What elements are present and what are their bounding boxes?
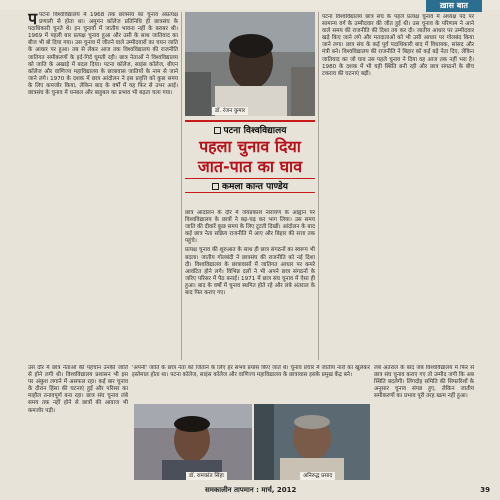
byline-text: कमला कान्त पाण्डेय [222,182,288,192]
bottom-middle-paragraph: 'अपनी' जाति के छात्र नेता को जिताने के लिए हर संभव प्रयास किए जाते थे। चुनाव प्रचार में जातीय नारों का खुलकर इस्तेमाल होता था। पटना कॉलेज, साइंस कॉलेज और वाणिज्य महाविद्यालय के छात्रावास इसके प्रमुख केंद्र बने। [132,365,370,379]
portrait-photo-top [185,12,315,116]
page-footer [0,483,500,500]
bullet-square [212,183,219,190]
headline [185,137,315,177]
portrait-photo-bottom-right [254,404,370,480]
column-3-text: प्रत्यक्ष चुनाव की शुरुआत के साथ ही छात्र संगठनों का स्वरूप भी बदला। जातीय गोलबंदी ने छात्रसंघ की राजनीति को नई दिशा दी। विश्वविद्यालय के छात्रावासों में जातिगत आधार पर कमरे आवंटित होने लगे। विभिन्न दलों ने भी अपने छात्र संगठनों के जरिए परिसर में पैठ बनाई। 1971 में छात्र संघ चुनाव में ऐसा ही हुआ। बाद के वर्षों में चुनाव स्थगित होते रहे और लंबे अंतराल के बाद फिर कराए गए। [185,247,315,297]
bottom-right-column [374,365,474,480]
photo-caption-top: डॉ. रंजन कुमार [212,107,248,115]
page-number: 39 [480,486,490,494]
byline [185,178,315,193]
photo-bottom-left [134,404,252,480]
photo-bottom-right [254,404,370,480]
bottom-right-text: लंबे अंतराल के बाद जब विश्वविद्यालय में फिर से छात्र संघ चुनाव कराए गए तो उम्मीद जगी कि अब स्थिति बदलेगी। लिंगदोह समिति की सिफारिशों के अनुसार चुनाव संपन्न हुए, लेकिन जातीय समीकरणों का प्रभाव पूरी तरह खत्म नहीं हुआ। [374,365,474,400]
column-2-text: छात्र आंदोलन के दौर में जयप्रकाश नारायण के आह्वान पर विश्वविद्यालय के छात्रों ने बढ़-चढ़ कर भाग लिया। उस समय जाति की दीवारें कुछ समय के लिए टूटती दिखीं। आंदोलन के बाद कई छात्र नेता सक्रिय राजनीति में आए और बिहार की सत्ता तक पहुंचे। [185,210,315,245]
headline-line-2: जात-पात का घाव [197,157,303,176]
photo-caption-bottom-left: डॉ. रामकांत सिंहा [186,472,227,480]
column-4-text: पटना विश्वविद्यालय छात्र संघ के पहले प्रत्यक्ष चुनाव में अध्यक्ष पद पर सामान्य वर्ग के उम्मीदवार की जीत हुई थी। उस चुनाव के परिणाम ने आने वाले समय की राजनीति की दिशा तय कर दी। जातीय आधार पर उम्मीदवार खड़े किए जाने लगे और मतदाताओं को भी उसी आधार पर गोलबंद किया जाने लगा। छात्र संघ के कई पूर्व पदाधिकारी बाद में विधायक, सांसद और मंत्री बने। विश्वविद्यालय की राजनीति ने बिहार को कई बड़े नेता दिए, लेकिन जातिवाद का जो घाव उस पहले चुनाव ने दिया वह आज तक नहीं भरा है। 1980 के दशक में भी यही स्थिति बनी रही और छात्र संगठनों के बीच टकराव की घटनाएं बढ़ीं। [322,14,474,77]
photo-caption-bottom-right: अनिरुद्ध प्रसाद [300,472,335,480]
bottom-left-column [28,365,128,480]
section-tag: ख़ास बात [426,0,482,12]
university-label [185,120,315,136]
magazine-issue: समकालीन तापमान : मार्च, 2012 [205,486,297,494]
article-column-1 [28,12,178,360]
column-divider [318,12,319,360]
article-column-2 [185,210,315,360]
university-text: पटना विश्वविद्यालय [223,126,287,136]
photo-top [185,12,315,116]
column-1-text: पटना विश्वविद्यालय में 1968 तक छात्रसंघ का चुनाव अप्रत्यक्ष प्रणाली से होता था। अमूमन कॉलेज प्रतिनिधि ही छात्रसंघ के पदाधिकारी चुनते थे। इन चुनावों में जातीय भावना नहीं के बराबर थी। 1969 में पहली बार प्रत्यक्ष चुनाव हुआ और उसी के साथ जातिवाद का बीज भी बो दिया गया। उस चुनाव में जीतने वाले उम्मीदवारों का चयन जाति के आधार पर हुआ। तब से लेकर आज तक विश्वविद्यालय की राजनीति जातिगत समीकरणों के इर्द-गिर्द घूमती रही। छात्र नेताओं ने विश्वविद्यालय को जाति के अखाड़े में बदल दिया। पटना कॉलेज, साइंस कॉलेज, बीएन कॉलेज और वाणिज्य महाविद्यालय के छात्रावास जातियों के नाम से जाने जाने लगे। 1970 के दशक में छात्र आंदोलन ने इस प्रवृत्ति को कुछ समय के लिए कमजोर किया, लेकिन बाद के वर्षों में यह फिर से उभर आई। छात्रसंघ के चुनाव में धनबल और बाहुबल का प्रभाव भी बढ़ता चला गया। [28,12,178,97]
article-column-4 [322,14,474,360]
headline-line-1: पहला चुनाव दिया [199,137,301,156]
bottom-middle-text [132,365,370,401]
drop-cap: प [28,12,38,28]
column-divider [181,12,182,360]
portrait-photo-bottom-left [134,404,252,480]
bottom-left-text: उस दौर में छात्र नेताओं की पहचान उनकी जाति से होने लगी थी। विश्वविद्यालय प्रशासन भी इस पर अंकुश लगाने में असफल रहा। कई बार चुनाव के दौरान हिंसा की घटनाएं हुईं और परिसर का माहौल तनावपूर्ण बना रहा। छात्र संघ चुनाव लंबे समय तक नहीं होने से छात्रों की आवाज भी कमजोर पड़ी। [28,365,128,414]
headline-block [185,120,315,206]
bullet-square [214,127,221,134]
